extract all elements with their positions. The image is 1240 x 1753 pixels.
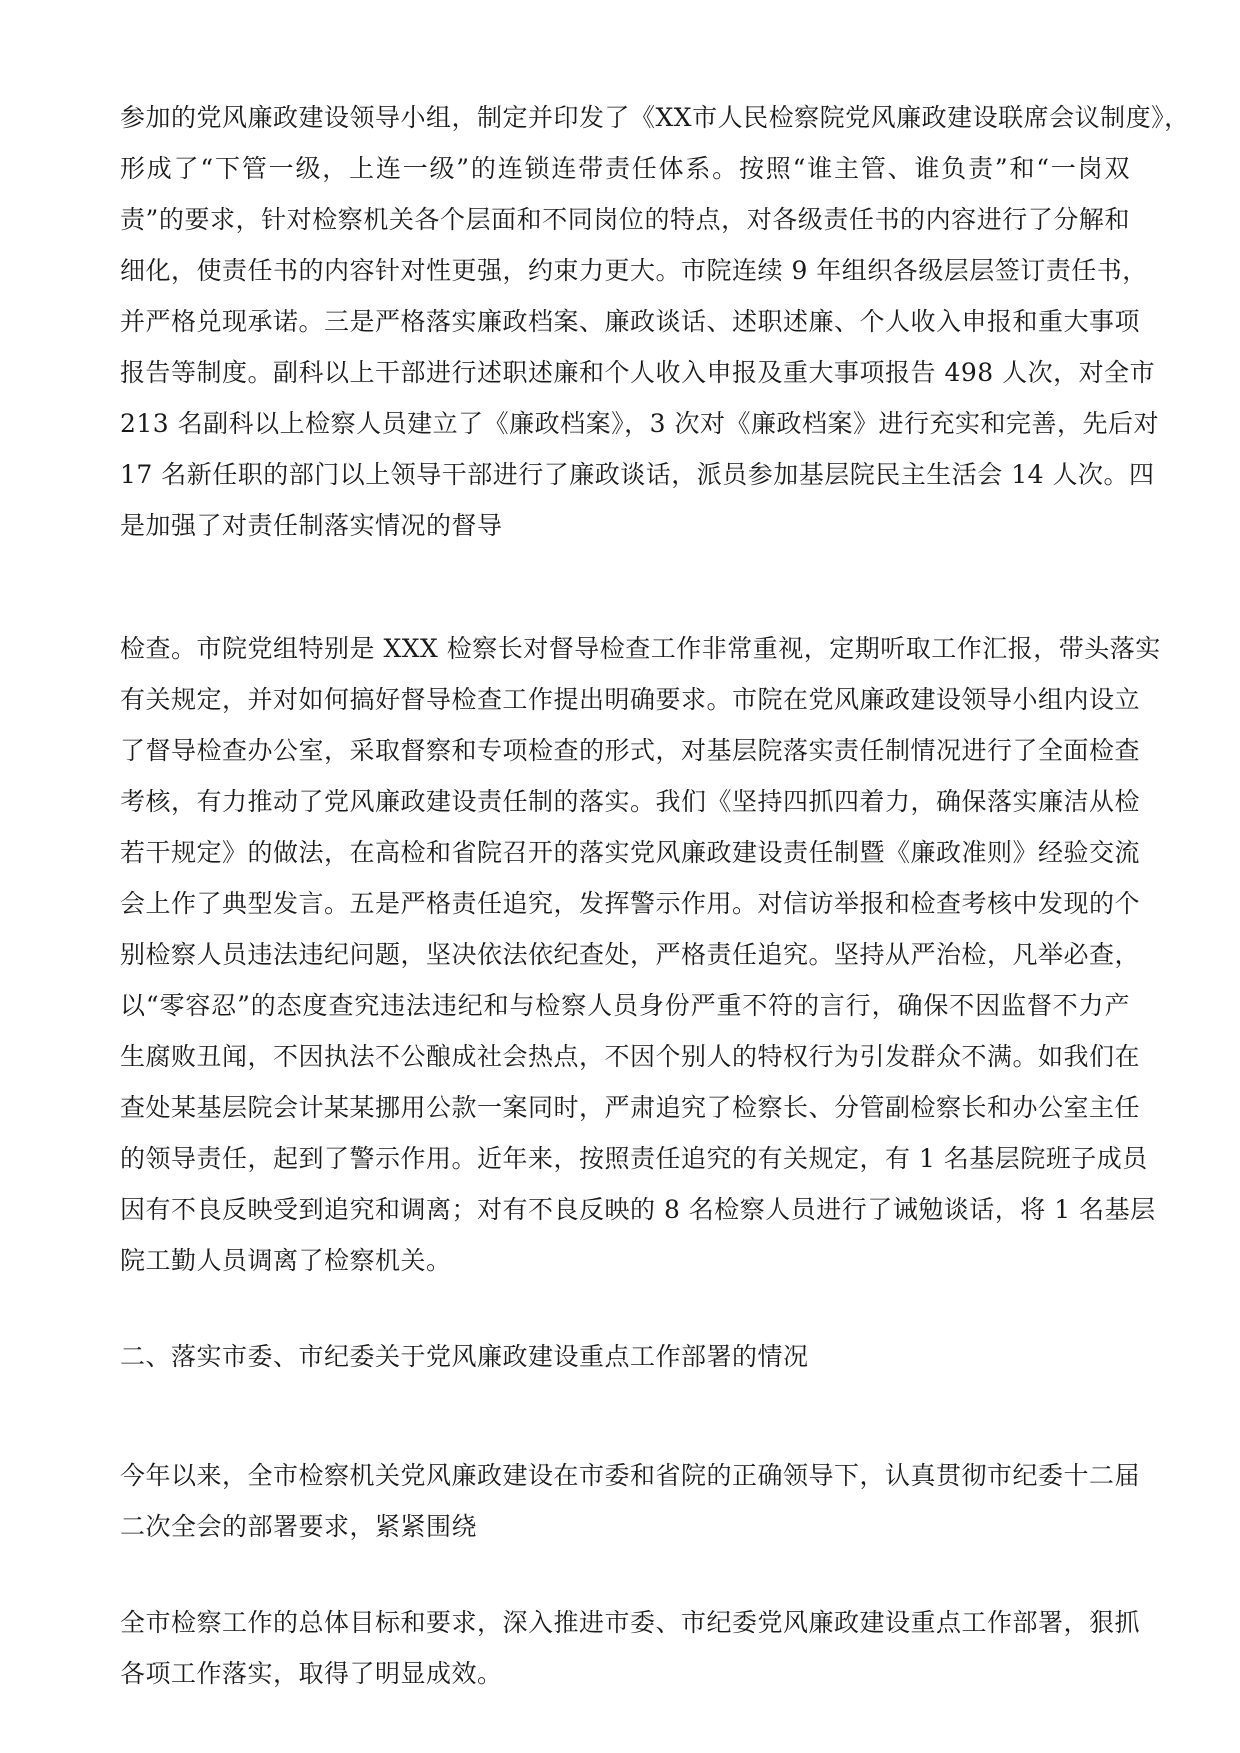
text-line: 213 名副科以上检察人员建立了《廉政档案》，3 次对《廉政档案》进行充实和完善，先后对 (120, 409, 1160, 438)
text-line: 院工勤人员调离了检察机关。 (120, 1246, 452, 1275)
text-line: 别检察人员违法违纪问题，坚决依法依纪查处，严格责任追究。坚持从严治检，凡举必查， (120, 940, 1141, 969)
text-line: 以“零容忍”的态度查究违法违纪和与检察人员身份严重不符的言行，确保不因监督不力产 (120, 991, 1130, 1020)
paragraph (120, 631, 1161, 1294)
text-line: 检查。市院党组特别是 XXX 检察长对督导检查工作非常重视，定期听取工作汇报，带头落实 (120, 634, 1161, 663)
document-page (120, 100, 1190, 1707)
text-line: 是加强了对责任制落实情况的督导 (120, 511, 503, 540)
text-line: 17 名新任职的部门以上领导干部进行了廉政谈话，派员参加基层院民主生活会 14 人次。四 (120, 460, 1155, 489)
text-line: 若干规定》的做法，在高检和省院召开的落实党风廉政建设责任制暨《廉政准则》经验交流 (120, 838, 1141, 867)
text-line: 因有不良反映受到追究和调离；对有不良反映的 8 名检察人员进行了诫勉谈话，将 1 名基层 (120, 1195, 1156, 1224)
text-line: 生腐败丑闻，不因执法不公酿成社会热点，不因个别人的特权行为引发群众不满。如我们在 (120, 1042, 1141, 1071)
text-line: 参加的党风廉政建设领导小组，制定并印发了《XX市人民检察院党风廉政建设联席会议制度》， (120, 103, 1190, 132)
section-heading: 二、落实市委、市纪委关于党风廉政建设重点工作部署的情况 (120, 1342, 809, 1371)
text-line: 二次全会的部署要求，紧紧围绕 (120, 1512, 478, 1541)
text-line: 报告等制度。副科以上干部进行述职述廉和个人收入申报及重大事项报告 498 人次，对全市 (120, 358, 1156, 387)
text-line: 责”的要求，针对检察机关各个层面和不同岗位的特点，对各级责任书的内容进行了分解和 (120, 205, 1130, 234)
text-line: 并严格兑现承诺。三是严格落实廉政档案、廉政谈话、述职述廉、个人收入申报和重大事项 (120, 307, 1141, 336)
text-line: 查处某基层院会计某某挪用公款一案同时，严肃追究了检察长、分管副检察长和办公室主任 (120, 1093, 1141, 1122)
text-line: 的领导责任，起到了警示作用。近年来，按照责任追究的有关规定，有 1 名基层院班子成员 (120, 1144, 1148, 1173)
text-line: 了督导检查办公室，采取督察和专项检查的形式，对基层院落实责任制情况进行了全面检查 (120, 736, 1141, 765)
paragraph (120, 100, 1190, 559)
text-line: 今年以来，全市检察机关党风廉政建设在市委和省院的正确领导下，认真贯彻市纪委十二届 (120, 1461, 1141, 1490)
text-line: 有关规定，并对如何搞好督导检查工作提出明确要求。市院在党风廉政建设领导小组内设立 (120, 685, 1141, 714)
text-line: 细化，使责任书的内容针对性更强，约束力更大。市院连续 9 年组织各级层层签订责任书， (120, 256, 1148, 285)
text-line: 全市检察工作的总体目标和要求，深入推进市委、市纪委党风廉政建设重点工作部署，狠抓 (120, 1608, 1141, 1637)
paragraph (120, 1605, 1141, 1707)
text-line: 形成了“下管一级，上连一级”的连锁连带责任体系。按照“谁主管、谁负责”和“一岗双 (120, 154, 1130, 183)
text-line: 会上作了典型发言。五是严格责任追究，发挥警示作用。对信访举报和检查考核中发现的个 (120, 889, 1141, 918)
text-line: 考核，有力推动了党风廉政建设责任制的落实。我们《坚持四抓四着力，确保落实廉洁从检 (120, 787, 1141, 816)
paragraph (120, 1458, 1141, 1560)
text-line: 各项工作落实，取得了明显成效。 (120, 1659, 503, 1688)
